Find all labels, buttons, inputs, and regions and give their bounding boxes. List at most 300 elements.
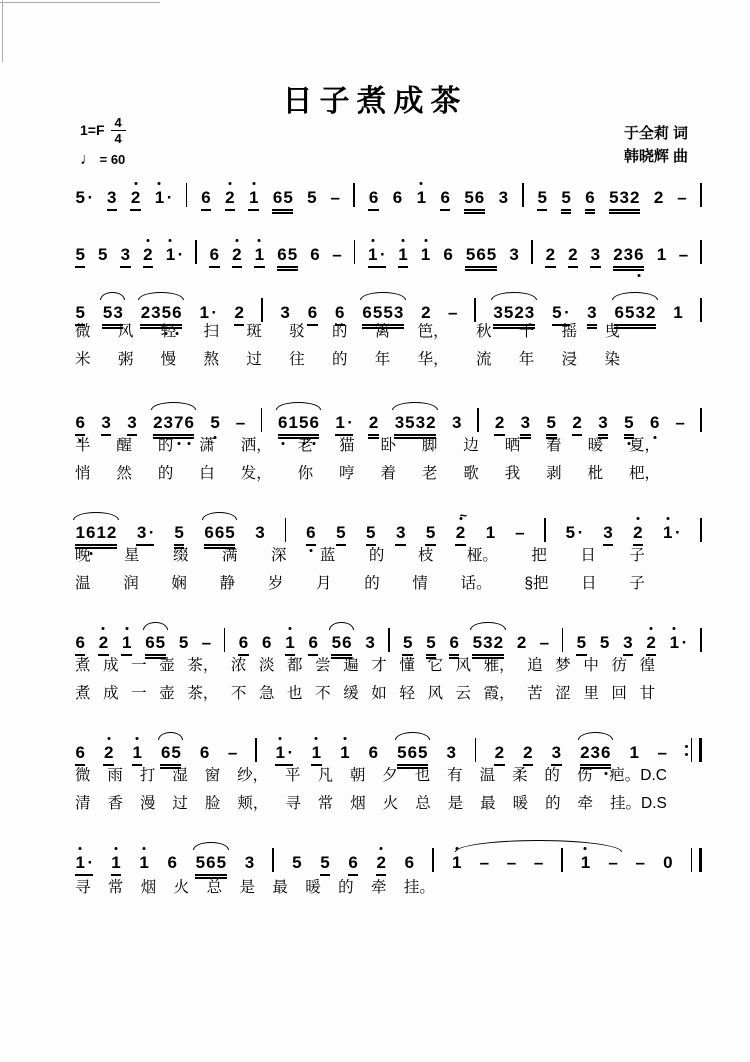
slur-arc: [491, 292, 537, 300]
lyric-syllable: 白: [199, 465, 215, 482]
lyric-syllable: 微: [75, 323, 91, 340]
note-token: 6: [75, 743, 85, 763]
lyric-syllable: 暖: [587, 437, 604, 454]
sustain-dash: –: [678, 245, 689, 264]
lyric-syllable: 也: [414, 767, 431, 784]
note-token: 1: [132, 743, 142, 763]
note-token: 1: [121, 633, 131, 653]
lyric-syllable: 然: [116, 465, 132, 482]
note-token: 3: [446, 743, 456, 762]
lyric-syllable: 蓝: [319, 547, 336, 564]
note-token: 5: [366, 523, 376, 543]
note-token: 6: [443, 245, 453, 264]
sustain-dash: –: [657, 743, 667, 762]
sustain-dash: –: [201, 633, 212, 652]
lyric-syllable: 浓: [230, 657, 247, 674]
note-token: 2: [225, 188, 235, 208]
lyric-syllable: 一: [131, 685, 147, 702]
note-token: 3: [127, 413, 137, 433]
slur-arc: [151, 402, 197, 410]
lyric-syllable: 话。: [460, 575, 492, 592]
lyrics-line-6-1: [75, 656, 655, 676]
note-token: 6: [449, 633, 459, 653]
lyric-syllable: 子: [629, 547, 645, 564]
lyric-syllable: 挂。D.S: [610, 795, 667, 812]
barline: [700, 183, 702, 207]
lyric-syllable: 雅，: [483, 657, 515, 674]
lyric-syllable: 烟: [140, 879, 157, 896]
sustain-dash: –: [608, 853, 618, 872]
note-token: 65: [277, 245, 298, 265]
sustain-dash: –: [533, 853, 544, 872]
barline: [255, 738, 257, 762]
lyric-syllable: 最: [272, 879, 288, 896]
lyric-syllable: 成: [103, 657, 119, 674]
note-token: 5: [402, 633, 412, 653]
note-token: 1 ·: [663, 523, 681, 543]
barline: [700, 518, 702, 542]
lyric-syllable: 秋: [475, 323, 492, 340]
note-token: 6: [440, 188, 450, 208]
notation-line-1: [75, 178, 702, 208]
note-token: 3: [395, 523, 405, 543]
note-token: 2: [130, 188, 140, 208]
lyric-syllable: 枝: [417, 547, 434, 564]
note-token: 6: [261, 633, 272, 652]
note-token: 5: [178, 633, 189, 652]
lyric-syllable: 的: [338, 879, 354, 896]
lyric-syllable: 篱: [374, 323, 391, 340]
barline: [544, 518, 546, 542]
note-token: 237 6: [153, 413, 195, 433]
note-token: 5 ·: [75, 188, 94, 207]
lyric-syllable: 是: [447, 795, 464, 812]
lyric-syllable: 柔: [511, 767, 528, 784]
notation-line-6: [75, 623, 702, 653]
sustain-dash: –: [332, 245, 342, 264]
lyric-syllable: 中: [583, 657, 599, 674]
lyric-syllable: 雨: [107, 767, 123, 784]
note-token: 53: [102, 303, 123, 323]
note-token: 2: [523, 743, 533, 763]
lyric-syllable: 老: [297, 437, 314, 454]
note-token: 1 ·: [199, 303, 218, 322]
sustain-dash: –: [677, 188, 687, 207]
note-token: 2: [633, 523, 643, 543]
lyric-syllable: 疤。D.C: [609, 767, 667, 784]
note-token: 65: [272, 188, 293, 208]
lyric-syllable: 日: [580, 547, 596, 564]
lyric-syllable: 娴: [171, 575, 187, 592]
lyric-syllable: 夏，: [628, 437, 660, 454]
notation-line-4: [75, 403, 702, 433]
note-token: 6: [306, 523, 316, 543]
lyric-syllable: 洒，: [240, 437, 272, 454]
note-token: 6: [404, 853, 415, 872]
lyric-syllable: 追: [527, 657, 543, 674]
lyric-syllable: 茶，: [187, 685, 219, 702]
note-token: 1: [111, 853, 121, 873]
lyric-syllable: 着: [546, 437, 562, 454]
note-token: 236: [613, 245, 644, 265]
note-token: 5: [561, 188, 571, 208]
lyric-syllable: 醒: [116, 437, 132, 454]
note-token: 1 ·: [165, 245, 183, 265]
note-token: 2: [572, 413, 582, 433]
barline: [475, 738, 477, 762]
lyric-syllable: 摇: [561, 323, 578, 340]
note-token: 2: [494, 743, 504, 763]
note-token: 5 ·: [565, 523, 584, 542]
lyric-syllable: 过: [172, 795, 188, 812]
note-token: 5: [537, 188, 547, 208]
lyric-syllable: 暖: [512, 795, 529, 812]
lyric-syllable: 深: [270, 547, 287, 564]
lyric-syllable: 斑: [246, 323, 262, 340]
slur-arc: [158, 732, 183, 740]
note-token: 1: [254, 245, 264, 265]
lyric-syllable: 的: [331, 351, 348, 368]
note-token: 0: [663, 853, 673, 872]
lyric-syllable: 也: [287, 685, 303, 702]
note-token: 565: [397, 743, 428, 763]
note-token: 5: [624, 413, 634, 433]
quarter-note-icon: ♩: [80, 151, 96, 168]
slur-arc: [392, 402, 438, 410]
note-token: 3: [598, 413, 608, 433]
note-token: 236: [580, 743, 611, 763]
lyric-syllable: 常: [107, 879, 124, 896]
note-token: 6: [348, 853, 358, 873]
credits: [624, 122, 688, 168]
lyric-syllable: 成: [103, 685, 119, 702]
lyric-syllable: 的: [545, 795, 561, 812]
slur-arc: [202, 512, 237, 520]
lyric-syllable: 扫: [203, 323, 219, 340]
slur-arc: [143, 622, 168, 630]
note-token: 3: [365, 633, 375, 652]
lyric-syllable: 边: [463, 437, 479, 454]
lyric-syllable: 遍: [343, 657, 359, 674]
slur-arc: [578, 732, 613, 740]
lyric-syllable: 寻: [285, 795, 301, 812]
note-token: 5: [320, 853, 330, 873]
note-token: 65: [145, 633, 166, 653]
barline: [388, 628, 390, 652]
lyric-syllable: 的: [331, 323, 348, 340]
composer-credit: 韩晓辉 曲: [623, 148, 688, 165]
note-token: 6532: [614, 303, 656, 323]
note-token: 3 ·: [136, 523, 154, 543]
lyric-syllable: 着: [380, 465, 396, 482]
lyric-syllable: 温: [75, 575, 91, 592]
barline: [700, 240, 702, 264]
note-token: 3523: [493, 303, 535, 323]
barline: [186, 183, 188, 207]
lyric-syllable: 一: [131, 657, 147, 674]
lyric-syllable: 缀: [172, 547, 189, 564]
lyric-syllable: 壶: [159, 657, 175, 674]
lyric-syllable: 常: [317, 795, 334, 812]
note-token: 5: [426, 633, 436, 653]
lyric-syllable: 脚: [421, 437, 438, 454]
barline: [354, 240, 356, 264]
lyric-syllable: 温: [479, 767, 496, 784]
note-token: 2: [568, 245, 578, 265]
lyric-syllable: 华，: [417, 351, 449, 368]
barline: [261, 408, 263, 432]
lyric-syllable: 不: [315, 685, 331, 702]
lyric-syllable: 清: [75, 795, 91, 812]
note-token: 1: [398, 245, 408, 265]
barline: [531, 240, 533, 264]
note-token: 6: [649, 413, 659, 433]
note-token: 1: [416, 188, 426, 208]
lyric-syllable: 慢: [160, 351, 177, 368]
note-token: 1 ·: [368, 245, 386, 265]
tie-arc: [455, 840, 622, 852]
lyric-syllable: 颊，: [237, 795, 269, 812]
lyric-syllable: 半: [75, 437, 91, 454]
sustain-dash: –: [479, 853, 490, 872]
slur-arc: [470, 622, 505, 630]
barline: [700, 628, 702, 652]
lyric-syllable: 晚: [75, 547, 91, 564]
lyric-syllable: 是: [239, 879, 255, 896]
lyric-syllable: 夕: [382, 767, 398, 784]
lyric-syllable: 往: [289, 351, 305, 368]
note-token: 1: [139, 853, 149, 873]
note-token: 1 ·: [154, 188, 172, 208]
lyric-syllable: 如: [371, 685, 387, 702]
lyric-syllable: 风: [117, 323, 134, 340]
lyric-syllable: 漫: [139, 795, 156, 812]
note-token: 6: [335, 303, 345, 323]
note-token: 1 ·: [275, 743, 293, 763]
note-token: 1: [629, 743, 639, 762]
note-token: 1: [248, 188, 258, 208]
lyric-syllable: 发，: [240, 465, 272, 482]
note-token: 532: [472, 633, 503, 653]
slur-arc: [138, 292, 184, 300]
note-token: 5: [292, 853, 302, 872]
note-token: 1 ·: [335, 413, 353, 433]
lyric-syllable: 壶: [159, 685, 175, 702]
lyrics-line-5-2: [75, 574, 645, 594]
barline: [285, 518, 287, 542]
lyric-syllable: 朝: [349, 767, 366, 784]
note-token: 65: [160, 743, 181, 763]
notation-line-2: [75, 235, 702, 265]
lyric-syllable: 卧: [380, 437, 396, 454]
barline: [261, 298, 263, 322]
note-token: 16 12: [75, 523, 117, 543]
lyric-syllable: 哼: [339, 465, 355, 482]
note-token: 6: [167, 853, 178, 872]
note-token: 2: [421, 303, 431, 322]
note-token: 2: [234, 303, 244, 323]
note-token: 3: [101, 413, 111, 433]
lyric-syllable: 彷: [611, 657, 627, 674]
note-token: 2: [368, 413, 378, 433]
note-token: 1: [311, 743, 321, 763]
barline: [700, 408, 702, 432]
barline: [522, 183, 524, 207]
note-token: 1: [285, 633, 295, 653]
note-token: 3: [244, 853, 255, 872]
lyric-syllable: 悄: [75, 465, 91, 482]
note-token: 1: [580, 853, 590, 873]
slur-arc: [612, 292, 658, 300]
lyric-syllable: 尝: [315, 657, 331, 674]
sustain-dash: –: [675, 413, 685, 432]
sustain-dash: –: [227, 743, 238, 762]
lyric-syllable: 都: [287, 657, 303, 674]
lyric-syllable: 梦: [555, 657, 571, 674]
lyrics-line-4-2: [75, 464, 660, 484]
lyric-syllable: 凡: [317, 767, 333, 784]
barline: [700, 298, 702, 322]
slur-arc: [73, 512, 119, 520]
note-token: 3: [551, 743, 561, 763]
note-token: 565: [195, 853, 226, 873]
notation-line-3: [75, 293, 702, 323]
note-token: 3: [498, 188, 509, 207]
lyric-syllable: 伤: [576, 767, 593, 784]
notation-line-7: [75, 733, 702, 763]
lyric-syllable: 杷，: [628, 465, 660, 482]
note-token: 3: [255, 523, 265, 542]
lyric-syllable: 煮: [75, 685, 91, 702]
note-token: 2: [494, 413, 504, 433]
note-token: 5: [599, 633, 610, 652]
lyric-syllable: 茶，: [187, 657, 219, 674]
lyric-syllable: 千: [518, 323, 535, 340]
sustain-dash: –: [448, 303, 458, 322]
note-token: 2 ~: [455, 523, 465, 543]
repeat-barline: [685, 738, 702, 762]
note-token: 5: [336, 523, 346, 543]
barline: [195, 240, 197, 264]
lyric-syllable: 轻: [399, 685, 415, 702]
note-token: 3: [623, 633, 633, 653]
note-token: 2: [516, 633, 527, 652]
lyric-syllable: 轻: [160, 323, 177, 340]
lyric-syllable: 暖: [305, 879, 321, 896]
note-token: 6: [368, 743, 379, 762]
lyric-syllable: 桠。: [466, 547, 498, 564]
lyric-syllable: 风: [427, 685, 443, 702]
lyric-syllable: 牵: [577, 795, 594, 812]
lyric-syllable: 回: [611, 685, 627, 702]
lyric-syllable: 煮: [75, 657, 91, 674]
note-token: 5: [210, 413, 220, 433]
lyric-syllable: 涩: [555, 685, 571, 702]
note-token: 2: [143, 245, 153, 265]
lyric-syllable: 染: [604, 351, 620, 368]
lyric-syllable: 情: [412, 575, 428, 592]
note-token: 3: [603, 523, 613, 543]
note-token: 6: [75, 413, 85, 433]
note-token: 6: [392, 188, 403, 207]
lyrics-line-3-1: [75, 322, 620, 342]
note-token: 6: [368, 188, 378, 208]
lyric-syllable: 寻: [75, 879, 91, 896]
note-token: 6: [201, 188, 211, 208]
note-token: 6: [75, 633, 85, 653]
lyric-syllable: 曳: [604, 323, 620, 340]
lyric-syllable: 脸: [204, 795, 221, 812]
note-token: 3: [107, 188, 117, 208]
note-token: 3: [520, 413, 530, 433]
lyric-syllable: 过: [246, 351, 262, 368]
lyrics-line-7-2: [75, 794, 667, 814]
note-token: 2: [653, 188, 664, 207]
lyric-syllable: 风: [455, 657, 472, 674]
lyric-syllable: 里: [583, 685, 599, 702]
barline: [562, 628, 564, 652]
note-token: 3: [587, 303, 597, 323]
note-token: 1 ·: [75, 853, 93, 873]
sustain-dash: –: [330, 188, 340, 207]
note-token: 6: [307, 303, 317, 323]
slur-arc: [276, 402, 322, 410]
lyric-syllable: 猫: [339, 437, 355, 454]
lyric-syllable: 牵: [371, 879, 387, 896]
tempo-marking: ♩ = 60: [80, 151, 126, 168]
lyric-syllable: 微: [75, 767, 91, 784]
note-token: 2: [232, 245, 242, 265]
lyric-syllable: 挂。: [403, 879, 435, 896]
note-token: 2: [646, 633, 656, 653]
lyric-syllable: 的: [368, 547, 385, 564]
note-token: 3: [120, 245, 130, 265]
note-token: 565: [465, 245, 496, 265]
note-token: 2: [545, 245, 555, 265]
note-token: 6: [308, 633, 318, 653]
lyric-syllable: 苦: [527, 685, 543, 702]
lyrics-line-8-1: [75, 878, 435, 898]
barline: [224, 628, 226, 652]
slur-arc: [360, 292, 406, 300]
lyric-syllable: 枇: [587, 465, 604, 482]
note-token: 1: [673, 303, 683, 322]
sustain-dash: –: [506, 853, 517, 872]
note-token: 2: [376, 853, 386, 873]
lyric-syllable: §把: [524, 575, 549, 592]
note-token: 5 ·: [552, 303, 570, 323]
slur-arc: [100, 292, 125, 300]
lyric-syllable: 星: [123, 547, 140, 564]
lyric-syllable: 它: [427, 657, 443, 674]
note-token: 6 15 6: [278, 413, 320, 433]
time-signature: $\frac{4}{4}$: [111, 116, 126, 145]
lyric-syllable: 日: [581, 575, 597, 592]
sustain-dash: –: [235, 413, 246, 432]
lyric-syllable: 我: [504, 465, 521, 482]
lyric-syllable: 米: [75, 351, 91, 368]
lyric-syllable: 驳: [289, 323, 305, 340]
lyric-syllable: 笆，: [417, 323, 449, 340]
lyric-syllable: 流: [475, 351, 492, 368]
final-barline: [691, 848, 702, 872]
lyric-syllable: 缓: [343, 685, 359, 702]
lyric-syllable: 总: [206, 879, 223, 896]
note-token: 3: [509, 245, 519, 264]
note-token: 2: [98, 633, 108, 653]
slur-arc: [193, 842, 228, 850]
note-token: 5: [307, 188, 317, 207]
